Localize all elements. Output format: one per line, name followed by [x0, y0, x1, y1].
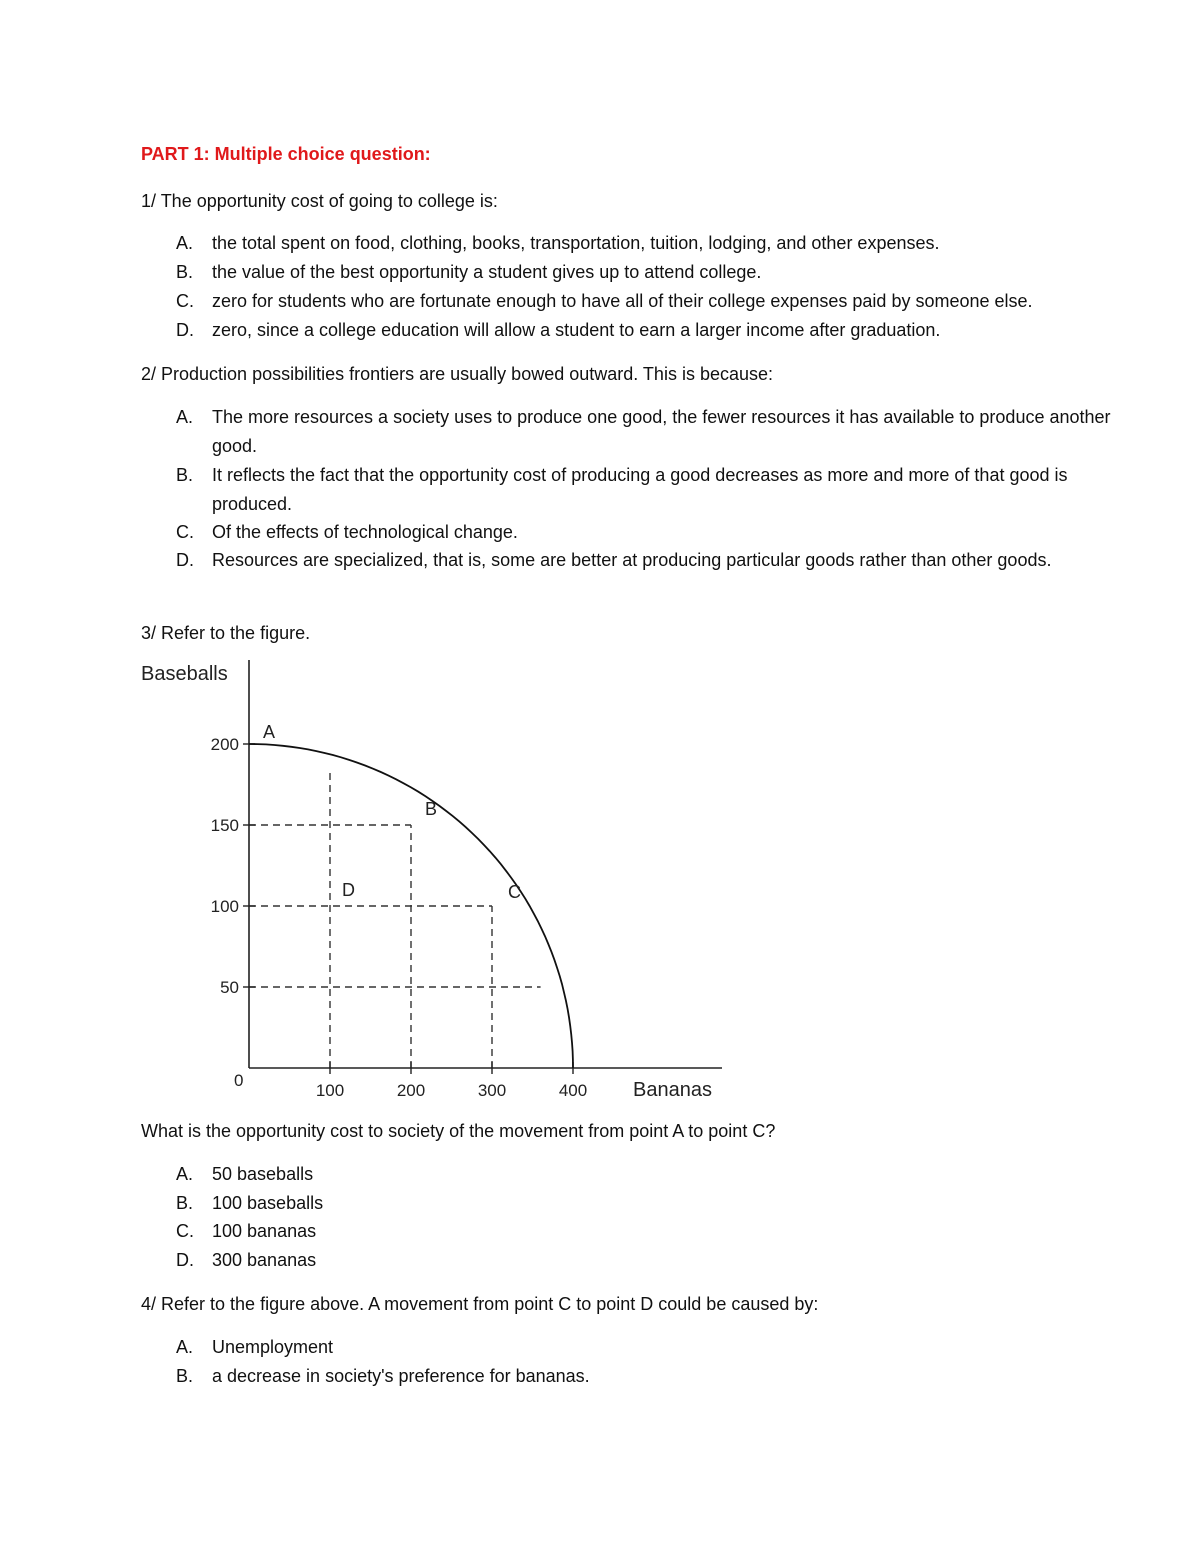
- x-tick-label-100: 100: [315, 1081, 345, 1100]
- option-letter: C.: [176, 1221, 194, 1241]
- option-letter: A.: [176, 1164, 194, 1184]
- ppf-chart: [130, 655, 740, 1110]
- question-4-option-a[interactable]: [176, 1333, 1116, 1362]
- option-text: 100 bananas: [212, 1221, 317, 1241]
- y-tick-label-200: 200: [210, 735, 239, 754]
- x-tick-label-300: 300: [477, 1081, 507, 1100]
- x-tick-label-400: 400: [558, 1081, 588, 1100]
- question-2-option-a[interactable]: [176, 403, 1116, 461]
- question-2-option-c[interactable]: [176, 518, 1116, 547]
- axis-layer: [211, 660, 722, 1100]
- option-text: 300 bananas: [212, 1250, 317, 1270]
- option-text: 100 baseballs: [212, 1193, 324, 1213]
- point-label-d: D: [342, 880, 355, 900]
- question-2-option-d[interactable]: [176, 546, 1116, 575]
- question-3-option-b[interactable]: [176, 1189, 1116, 1218]
- option-text: Resources are specialized, that is, some are better at producing particular goods rather than other goods.: [212, 550, 1052, 570]
- option-text: the value of the best opportunity a student gives up to attend college.: [212, 262, 762, 282]
- question-2-option-b[interactable]: [176, 461, 1116, 519]
- option-text: The more resources a society uses to produce one good, the fewer resources it has available to produce another good.: [212, 407, 1111, 456]
- question-1-option-b[interactable]: [176, 258, 1116, 287]
- question-3-prompt: What is the opportunity cost to society of the movement from point A to point C?: [141, 1121, 776, 1141]
- option-letter: B.: [176, 465, 194, 485]
- question-3-option-d[interactable]: [176, 1246, 1116, 1275]
- origin-label: 0: [234, 1071, 244, 1090]
- question-2-stem: 2/ Production possibilities frontiers are usually bowed outward. This is because:: [141, 364, 773, 384]
- option-letter: A.: [176, 407, 194, 427]
- option-text: It reflects the fact that the opportunity cost of producing a good decreases as more and more of that good is produced.: [212, 465, 1068, 514]
- point-label-b: B: [425, 799, 438, 819]
- point-label-c: C: [508, 882, 521, 902]
- y-tick-label-100: 100: [210, 897, 239, 916]
- option-letter: C.: [176, 291, 194, 311]
- y-tick-label-150: 150: [210, 816, 239, 835]
- x-tick-label-200: 200: [396, 1081, 426, 1100]
- y-axis-label: Baseballs: [141, 663, 228, 685]
- question-4-stem: 4/ Refer to the figure above. A movement from point C to point D could be caused by:: [141, 1294, 819, 1314]
- option-letter: B.: [176, 262, 194, 282]
- question-3-stem: 3/ Refer to the figure.: [141, 623, 311, 643]
- option-letter: A.: [176, 1337, 194, 1357]
- question-1-option-a[interactable]: [176, 229, 1116, 258]
- y-tick-label-50: 50: [220, 978, 239, 997]
- question-3-option-c[interactable]: [176, 1217, 1116, 1246]
- option-letter: B.: [176, 1366, 194, 1386]
- option-letter: D.: [176, 550, 194, 570]
- question-4-option-b[interactable]: [176, 1362, 1116, 1391]
- option-letter: A.: [176, 233, 194, 253]
- question-1-option-d[interactable]: [176, 316, 1116, 345]
- guides-layer: [249, 770, 541, 1068]
- question-1-stem: 1/ The opportunity cost of going to college is:: [141, 191, 498, 211]
- option-text: zero, since a college education will allow a student to earn a larger income after graduation.: [212, 320, 941, 340]
- question-3-option-a[interactable]: [176, 1160, 1116, 1189]
- part-heading: PART 1: Multiple choice question:: [141, 144, 431, 164]
- option-text: the total spent on food, clothing, books, transportation, tuition, lodging, and other expenses.: [212, 233, 940, 253]
- point-label-a: A: [263, 722, 276, 742]
- option-text: 50 baseballs: [212, 1164, 314, 1184]
- option-letter: B.: [176, 1193, 194, 1213]
- option-letter: D.: [176, 320, 194, 340]
- option-letter: D.: [176, 1250, 194, 1270]
- x-axis-label: Bananas: [633, 1079, 712, 1101]
- question-1-option-c[interactable]: [176, 287, 1116, 316]
- option-text: Of the effects of technological change.: [212, 522, 518, 542]
- option-text: Unemployment: [212, 1337, 334, 1357]
- option-letter: C.: [176, 522, 194, 542]
- option-text: zero for students who are fortunate enough to have all of their college expenses paid by someone else.: [212, 291, 1033, 311]
- option-text: a decrease in society's preference for bananas.: [212, 1366, 590, 1386]
